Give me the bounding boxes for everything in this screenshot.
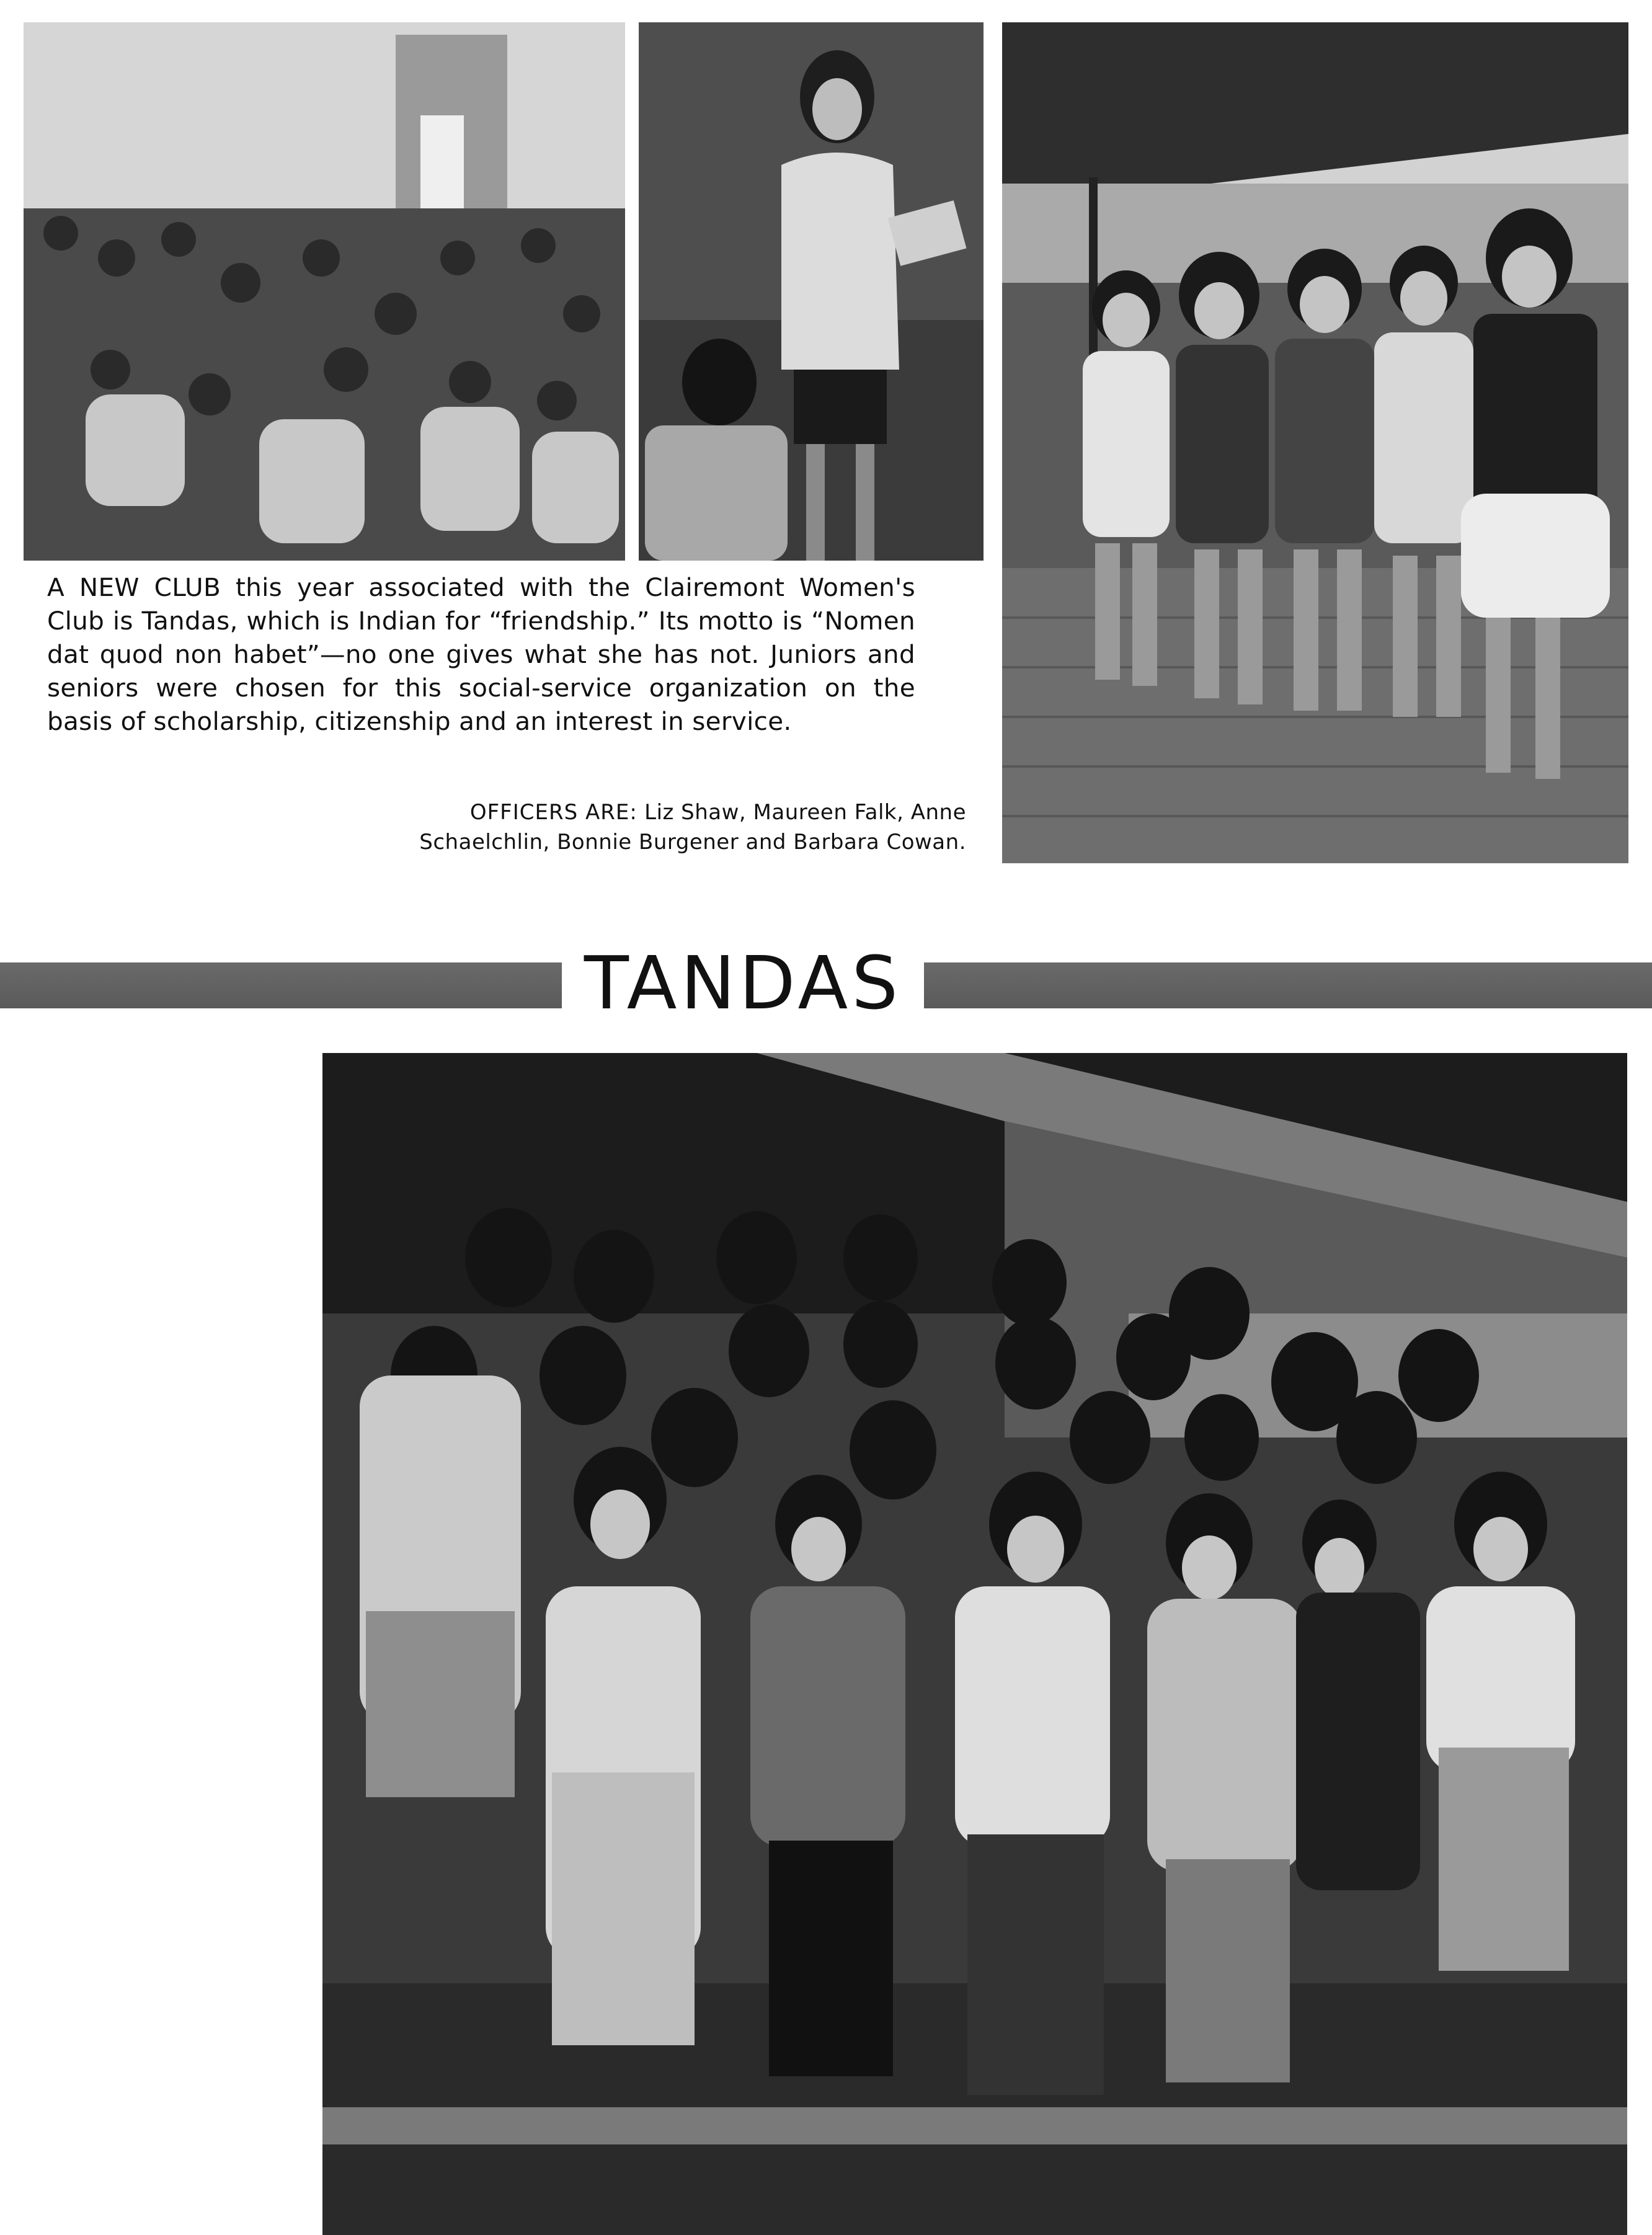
title-bar-left — [0, 962, 562, 1008]
speaker-photo — [639, 22, 984, 561]
club-description — [47, 571, 915, 738]
caption-text: this year associated with the Clairemont Women's Club is Tandas, which is Indian for “friendship.” Its motto is “Nomen dat quod non habet”—no one gives what she has not. Juniors and seniors were chosen for this social-service organization on the basis of scholarship, citizenship and an interest in service. — [47, 572, 915, 736]
officers-lead: OFFICERS ARE: — [469, 800, 637, 825]
title-bar-right — [924, 962, 1652, 1008]
caption-lead: A NEW CLUB — [47, 572, 221, 602]
officers-caption — [397, 798, 966, 857]
officers-photo — [1002, 22, 1628, 863]
group-photo — [322, 1053, 1627, 2235]
officers-names: Liz Shaw, Maureen Falk, Anne Schaelchlin, Bonnie Burgener and Barbara Cowan. — [419, 800, 966, 855]
page-title: TANDAS — [584, 940, 902, 1026]
meeting-photo — [24, 22, 625, 561]
